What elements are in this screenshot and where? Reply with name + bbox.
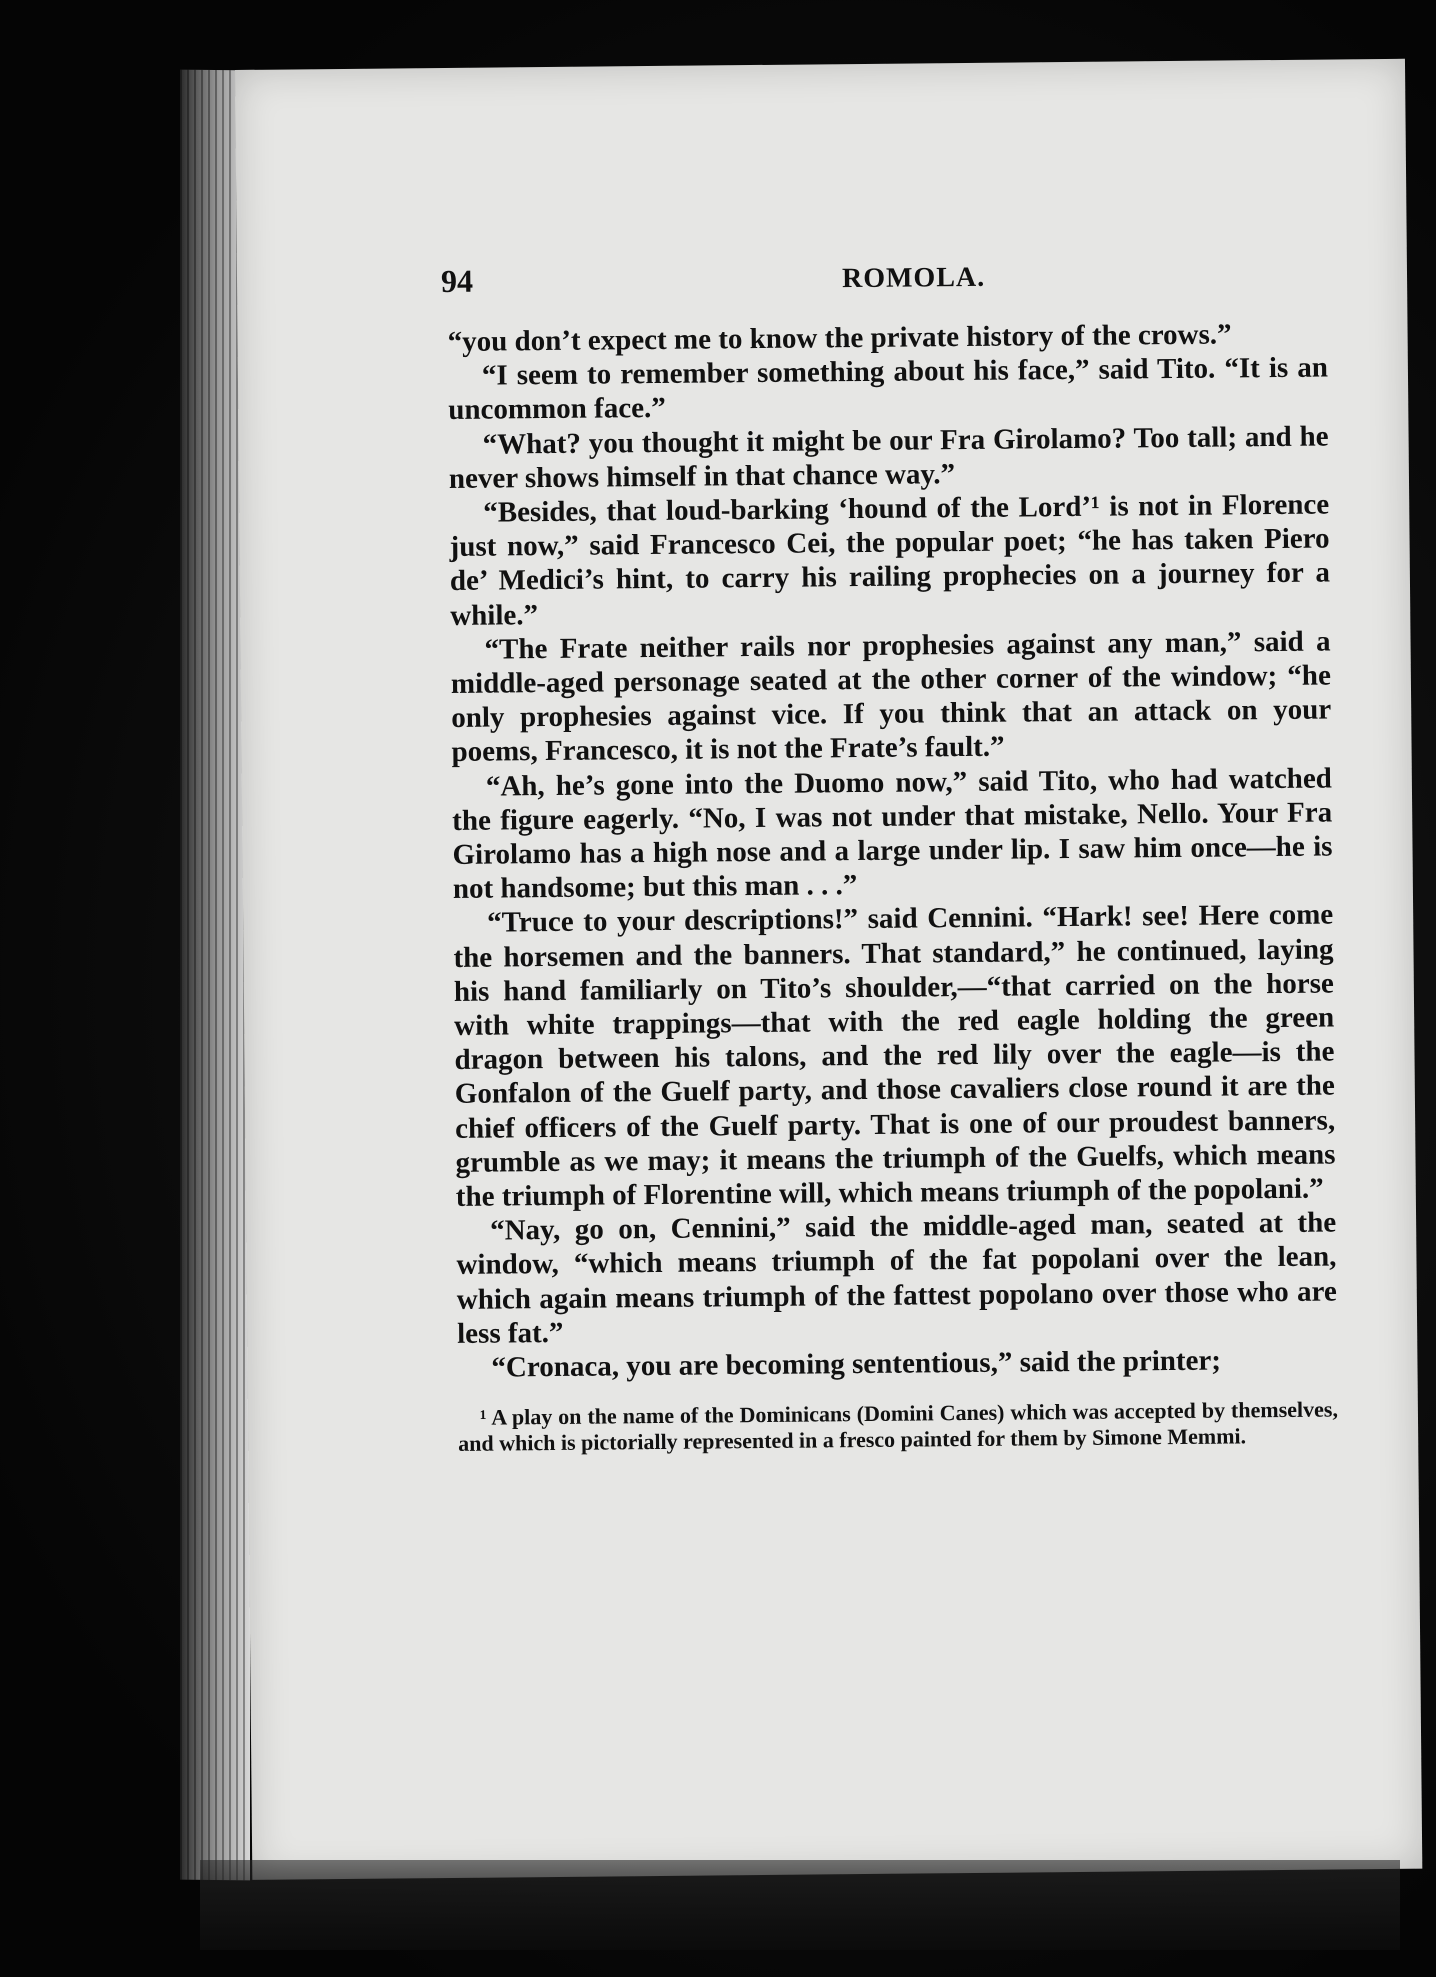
paragraph: “What? you thought it might be our Fra Girolamo? Too tall; and he never shows himself in that chance way.” [448,420,1329,495]
paragraph: “Ah, he’s gone into the Duomo now,” said Tito, who had watched the figure eagerly. “No, I was not under that mistake, Nello. Your Fra Girolamo has a high nose and a large under lip. I saw him once—he is not handsome; but this man . . .” [452,762,1333,906]
page-number: 94 [440,262,474,300]
running-title: ROMOLA. [841,261,986,295]
paragraph: “Cronaca, you are becoming sententious,” said the printer; [491,1344,1222,1384]
running-head [440,255,1327,307]
scan-bottom-shadow [200,1860,1400,1950]
footnote: ¹ A play on the name of the Dominicans (Domini Canes) which was accepted by themselves, and which is pictorially represented in a fresco painted for them by Simone Memmi. [458,1396,1339,1457]
paragraph: “I seem to remember something about his face,” said Tito. “It is an uncommon face.” [448,351,1329,427]
book-page [235,59,1422,1880]
paragraph: “Nay, go on, Cennini,” said the middle-aged man, seated at the window, “which means triumph of the fat popolani over the lean, which again means triumph of the fattest popolano over those who are less fat.” [456,1206,1337,1350]
paragraph: “Truce to your descriptions!” said Cennini. “Hark! see! Here come the horsemen and the banners. That standard,” he continued, laying his hand familiarly on Tito’s shoulder,—“that carried on the horse with white trappings—that with the red eagle holding the green dragon between his talons, and the red lily over the eagle—is the Gonfalon of the Guelf party, and those cavaliers close round it are the chief officers of the Guelf party. That is one of our proudest banners, grumble as we may; it means the triumph of the Guelfs, which means the triumph of Florentine will, which means triumph of the popolani.” [453,898,1336,1214]
paragraph: “The Frate neither rails nor prophesies against any man,” said a middle-aged personage seated at the other corner of the window; “he only prophesies against vice. If you think that an attack on your poems, Francesco, it is not the Frate’s fault.” [450,625,1332,769]
page-text-block [440,255,1339,1458]
paragraph: “Besides, that loud-barking ‘hound of the Lord’¹ is not in Florence just now,” said Francesco Cei, the popular poet; “he has taken Piero de’ Medici’s hint, to carry his railing prophecies on a journey for a while.” [449,488,1331,632]
paragraph: “you don’t expect me to know the private history of the crows.” [447,318,1232,358]
